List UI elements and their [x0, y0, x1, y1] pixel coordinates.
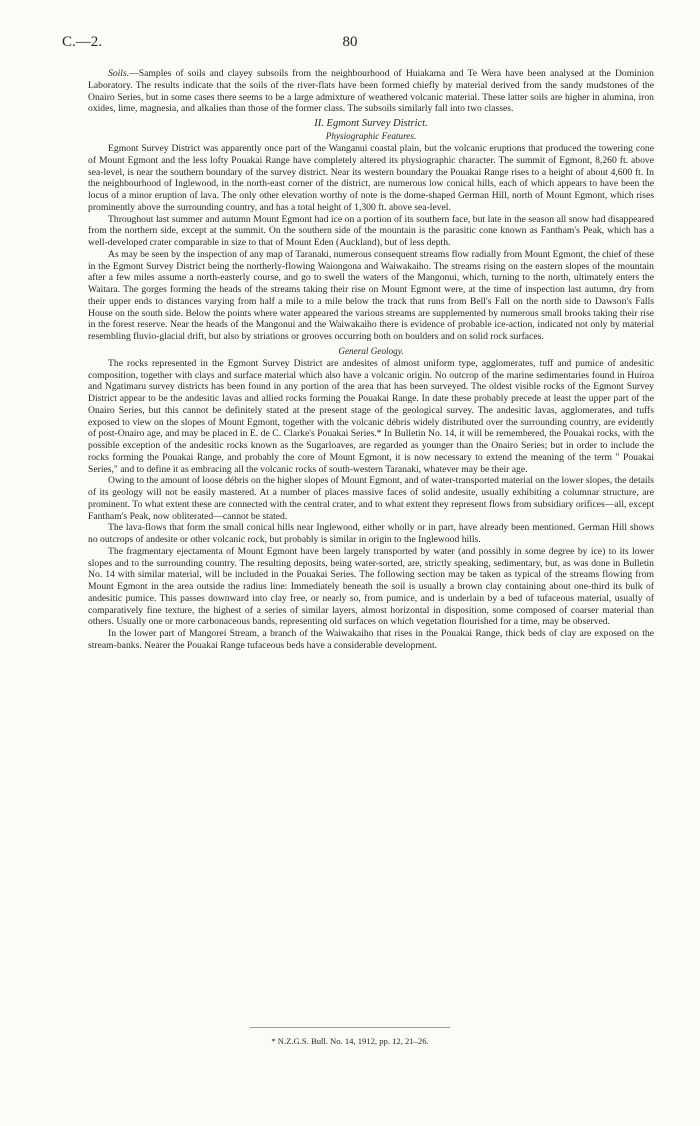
soils-paragraph [88, 68, 654, 115]
geology-paragraph-5: In the lower part of Mangorei Stream, a branch of the Waiwakaiho that rises in the Pouakai Range, thick beds of clay are exposed on the stream-banks. Nearer the Pouakai Range tufaceous beds have a considerable development. [88, 628, 654, 651]
soils-text: —Samples of soils and clayey subsoils from the neighbourhood of Huiakama and Te Wera have been analysed at the Dominion Laboratory. The results indicate that the soils of the river-flats have been formed chiefly by material derived from the sandy mudstones of the Onairo Series, but in some cases there seems to be a large admixture of weathered volcanic material. These latter soils are higher in alumina, iron oxides, lime, magnesia, and alkalies than those of the former class. The subsoils similarly fall into two classes. [88, 68, 654, 115]
document-reference: C.—2. [62, 34, 103, 50]
physiographic-paragraph-2: Throughout last summer and autumn Mount Egmont had ice on a portion of its southern face, but late in the season all snow had disappeared from the northern side, except at the summit. On the southern side of the mountain is the parasitic cone known as Fantham's Peak, which has a well-developed crater comparable in size to that of Mount Eden (Auckland), but of less depth. [88, 213, 654, 248]
footnote-divider [250, 1027, 450, 1028]
soils-heading: Soils. [108, 68, 130, 79]
section-subtitle: Physiographic Features. [325, 131, 417, 141]
geology-paragraph-1: The rocks represented in the Egmont Survey District are andesites of almost uniform type, agglomerates, tuff and pumice of andesitic composition, together with clays and surface material which also have a volcanic origin. No outcrop of the marine sedimentaries found in Huiroa and Ngatimaru survey districts has been found in any portion of the area that has been surveyed. The oldest visible rocks of the Egmont Survey District appear to be the andesitic lavas and allied rocks forming the Pouakai Range. In date these probably precede at least the upper part of the Onairo Series, but this cannot be definitely stated at the present stage of the geological survey. The andesitic lavas, agglomerates, and tuffs exposed to view on the slopes of Mount Egmont, together with the volcanic débris widely distributed over the surrounding country, are evidently of post-Onairo age, and may be placed in E. de C. Clarke's Pouakai Series.* In Bulletin No. 14, it will be remembered, the Pouakai rocks, with the possible exception of the andesitic rocks known as the Sugarloaves, are regarded as younger than the Onairo Series; but in order to include the rocks forming the Pouakai Range, and probably the core of Mount Egmont, it is now necessary to extend the meaning of the term " Pouakai Series," and to define it as embracing all the volcanic rocks of south-western Taranaki, whatever may be their age. [88, 357, 654, 475]
page-header [62, 34, 638, 54]
footnote: * N.Z.G.S. Bull. No. 14, 1912, pp. 12, 21–26. [271, 1036, 429, 1046]
geology-paragraph-4: The fragmentary ejectamenta of Mount Egmont have been largely transported by water (and possibly in some degree by ice) to its lower slopes and to the surrounding country. The resulting deposits, being water-sorted, are, strictly speaking, sedimentary, but, as was done in Bulletin No. 14 with similar material, will be included in the Pouakai Series. The following section may be taken as typical of the streams flowing from Mount Egmont in the area outside the radius line: Immediately beneath the soil is usually a brown clay containing about one-third its bulk of andesitic pumice. This passes downward into clay free, or nearly so, from pumice, and is underlain by a bed of tufaceous material, usually of comparatively fine texture, the highest of a series of similar layers, almost horizontal in disposition, some composed of coarser material than others. Usually one or more carbonaceous bands, representing old surfaces on which vegetation flourished for a time, may be observed. [88, 545, 654, 628]
page-number: 80 [342, 34, 358, 50]
geology-paragraph-3: The lava-flows that form the small conical hills near Inglewood, either wholly or in part, have already been mentioned. German Hill shows no outcrops of andesite or other volcanic rock, but probably is similar in origin to the Inglewood hills. [88, 522, 654, 545]
section-title: II. Egmont Survey District. [314, 118, 428, 129]
physiographic-paragraph-1: Egmont Survey District was apparently once part of the Wanganui coastal plain, but the volcanic eruptions that produced the towering cone of Mount Egmont and the less lofty Pouakai Range have completely altered its physiographic character. The summit of Egmont, 8,260 ft. above sea-level, is near the southern boundary of the survey district. Near its western boundary the Pouakai Range rises to a height of about 4,600 ft. In the neighbourhood of Inglewood, in the north-east corner of the district, are numerous low conical hills, each of which appears to have been the locus of a minor eruption of lava. The only other elevation worthy of note is the dome-shaped German Hill, north of Mount Egmont, which rises prominently above the surrounding country, and has a total height of 1,300 ft. above sea-level. [88, 143, 654, 213]
page-body [88, 68, 654, 652]
geology-paragraph-2: Owing to the amount of loose débris on the higher slopes of Mount Egmont, and of water-transported material on the lower slopes, the details of its geology will not be easily mastered. At a number of places massive faces of solid andesite, usually exhibiting a columnar structure, are prominent. To what extent these are connected with the central crater, and to what extent they represent flows from subsidiary orifices—all, except Fantham's Peak, now obliterated—cannot be stated. [88, 475, 654, 522]
geology-heading: General Geology. [338, 345, 404, 356]
physiographic-paragraph-3: As may be seen by the inspection of any map of Taranaki, numerous consequent streams flow radially from Mount Egmont, the chief of these in the Egmont Survey District being the northerly-flowing Waiongona and Waiwakaiho. The streams rising on the eastern slopes of the mountain after a few miles assume a north-easterly course, and go to swell the waters of the Mangonui, which, turning to the north, ultimately enters the Waitara. The gorges forming the heads of the streams taking their rise on Mount Egmont were, at the time of inspection last autumn, dry from their upper ends to distances varying from half a mile to a mile below the track that runs from Bell's Fall on the north side to Dawson's Falls House on the south side. Below the points where water appeared the various streams are supplemented by numerous small brooks taking their rise in the forest reserve. Near the heads of the Mangonui and the Waiwakaiho there is evidence of probable ice-action, indicated not only by material resembling fluvio-glacial drift, but also by striations or grooves occurring both on boulders and on solid rock surfaces. [88, 248, 654, 342]
